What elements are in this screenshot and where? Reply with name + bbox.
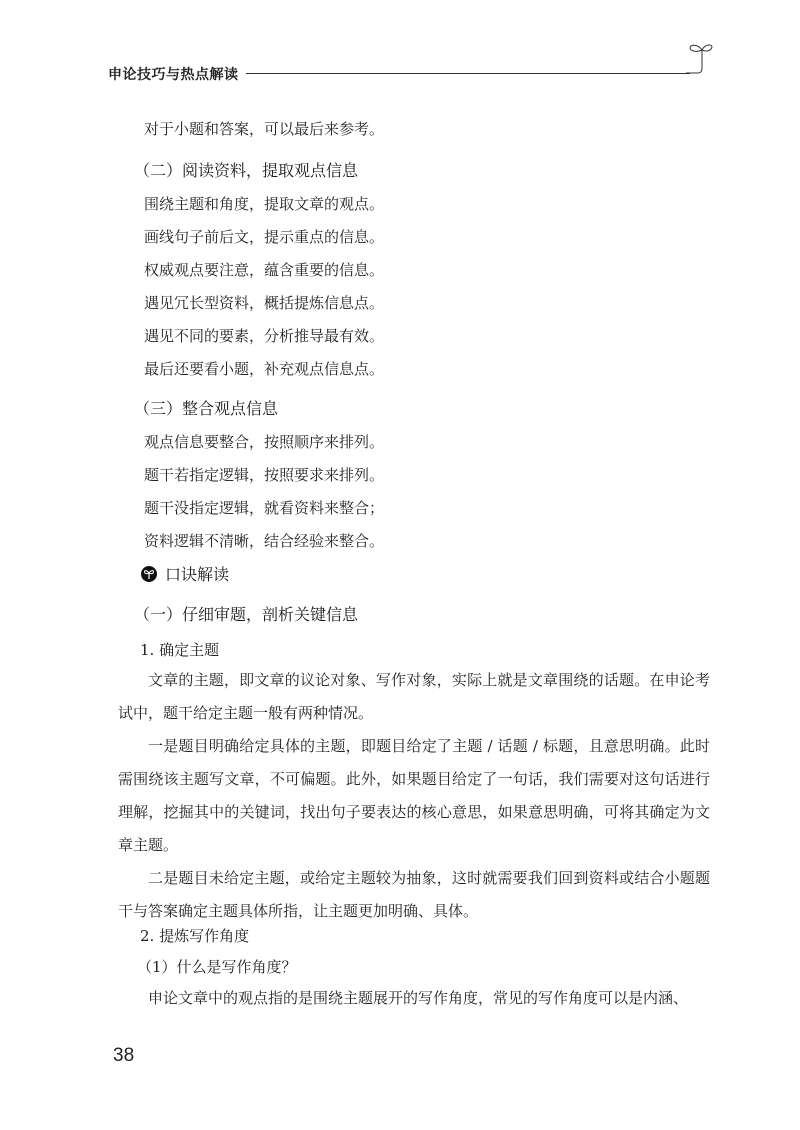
verse-line: 题干没指定逻辑，就看资料来整合； xyxy=(144,499,385,517)
verse-line: 权威观点要注意，蕴含重要的信息。 xyxy=(144,261,385,279)
subheading-1: 1. 确定主题 xyxy=(140,641,220,659)
subheading-2-1: （1）什么是写作角度？ xyxy=(137,958,297,976)
sprout-icon xyxy=(680,40,714,74)
sprout-badge-icon xyxy=(141,566,157,582)
paragraph-4: 申论文章中的观点指的是围绕主题展开的写作角度，常见的写作角度可以是内涵、 xyxy=(148,989,689,1007)
paragraph-2: 一是题目明确给定具体的主题，即题目给定了主题 / 话题 / 标题，且意思明确。此时需围绕该主题写文章，不可偏题。此外，如果题目给定了一句话，我们需要对这句话进行理解，挖掘其中的关键词，找出句子要表达的核心意思，如果意思明确，可将其确定为文章主题。 xyxy=(118,737,710,854)
paragraph-3: 二是题目未给定主题，或给定主题较为抽象，这时就需要我们回到资料或结合小题题干与答案确定主题具体所指，让主题更加明确、具体。 xyxy=(118,869,710,920)
intro-line: 对于小题和答案，可以最后来参考。 xyxy=(144,120,385,138)
header-title: 申论技巧与热点解读 xyxy=(108,67,239,83)
page-number: 38 xyxy=(113,1045,135,1066)
verse-line: 观点信息要整合，按照顺序来排列。 xyxy=(144,433,385,451)
verse-line: 遇见冗长型资料，概括提炼信息点。 xyxy=(144,294,385,312)
header-rule xyxy=(246,73,690,74)
interpretation-heading: （一）仔细审题，剖析关键信息 xyxy=(134,605,359,624)
verse-line: 围绕主题和角度，提取文章的观点。 xyxy=(144,195,385,213)
marker-label: 口诀解读 xyxy=(165,565,230,584)
verse-line: 题干若指定逻辑，按照要求来排列。 xyxy=(144,466,385,484)
section-heading-2: （二）阅读资料，提取观点信息 xyxy=(134,161,359,180)
paragraph-1: 文章的主题，即文章的议论对象、写作对象，实际上就是文章围绕的话题。在申论考试中，题干给定主题一般有两种情况。 xyxy=(118,671,710,722)
verse-line: 画线句子前后文，提示重点的信息。 xyxy=(144,228,385,246)
running-header xyxy=(108,40,708,83)
subheading-2: 2. 提炼写作角度 xyxy=(140,927,250,945)
verse-line: 资料逻辑不清晰，结合经验来整合。 xyxy=(144,532,385,550)
verse-line: 最后还要看小题，补充观点信息点。 xyxy=(144,360,385,378)
section-heading-3: （三）整合观点信息 xyxy=(134,399,279,418)
section-marker xyxy=(141,562,229,585)
verse-line: 遇见不同的要素，分析推导最有效。 xyxy=(144,327,385,345)
